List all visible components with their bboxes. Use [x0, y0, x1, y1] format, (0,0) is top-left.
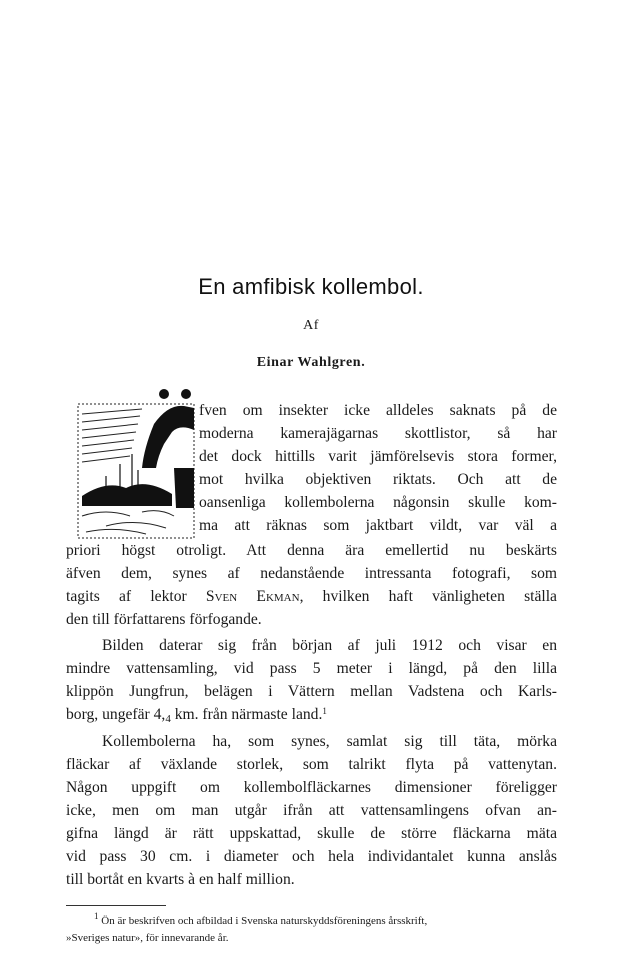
article-title: En amfibisk kollembol.: [198, 274, 424, 299]
text-span: borg, ungefär 4,: [66, 706, 166, 723]
drop-cap-initial: [76, 384, 196, 540]
paragraph-line: äfven dem, synes af nedanstående intressanta fotografi, som: [66, 565, 557, 582]
footnote-rule: [66, 905, 166, 906]
paragraph-line: moderna kamerajägarnas skottlistor, så har: [199, 425, 557, 442]
paragraph-line: Någon uppgift om kollembolfläckarnes dimensioner föreligger: [66, 779, 557, 796]
illustrated-initial-icon: [76, 384, 196, 540]
paragraph-line: mot hvilka objektiven riktats. Och att de: [199, 471, 557, 488]
paragraph-line: klippön Jungfrun, belägen i Vättern mellan Vadstena och Karls-: [66, 683, 557, 700]
footnote-line: »Sveriges natur», för innevarande år.: [66, 932, 229, 944]
footnote-line: [94, 913, 427, 930]
author-name: Einar Wahlgren.: [256, 355, 366, 370]
footnote-marker: 1: [94, 911, 99, 921]
footnote-ref[interactable]: 1: [322, 706, 327, 716]
paragraph-line: vid pass 30 cm. i diameter och hela individantalet kunna anslås: [66, 848, 557, 865]
footnote-text: Ön är beskrifven och afbildad i Svenska naturskyddsföreningens årsskrift,: [101, 915, 428, 927]
text-span: , hvilken haft vänligheten ställa: [299, 588, 557, 605]
paragraph-line: [66, 704, 557, 730]
paragraph-line: icke, men om man utgår ifrån att vattensamlingens ofvan an-: [66, 802, 557, 819]
paragraph-line: gifna längd är rätt uppskattad, skulle de större fläckarna mäta: [66, 825, 557, 842]
text-span: km. från närmaste land.: [170, 706, 323, 723]
paragraph-line: priori högst otroligt. Att denna ära emellertid nu beskärts: [66, 542, 557, 559]
person-name: Sven Ekman: [205, 588, 300, 605]
paragraph-line: ma att räknas som jaktbart vildt, var väl a: [199, 517, 557, 534]
paragraph-line: Bilden daterar sig från början af juli 1912 och visar en: [102, 637, 557, 654]
decimal-subscript: 4: [165, 713, 171, 725]
paragraph-line: till bortåt en kvarts à en half million.: [66, 871, 295, 888]
paragraph-line: [66, 586, 557, 608]
paragraph-line: fläckar af växlande storlek, som talrikt flyta på vattenytan.: [66, 756, 557, 773]
paragraph-line: det dock hittills varit jämförelsevis stora former,: [199, 448, 557, 465]
paragraph-line: oansenliga kollembolerna någonsin skulle kom-: [199, 494, 557, 511]
byline-af: Af: [303, 318, 319, 333]
paragraph-line: fven om insekter icke alldeles saknats på de: [199, 402, 557, 419]
paragraph-line: mindre vattensamling, vid pass 5 meter i längd, på den lilla: [66, 660, 557, 677]
text-span: tagits af lektor: [66, 588, 187, 605]
paragraph-line: den till författarens förfogande.: [66, 611, 262, 628]
paragraph-line: Kollembolerna ha, som synes, samlat sig till täta, mörka: [102, 733, 557, 750]
